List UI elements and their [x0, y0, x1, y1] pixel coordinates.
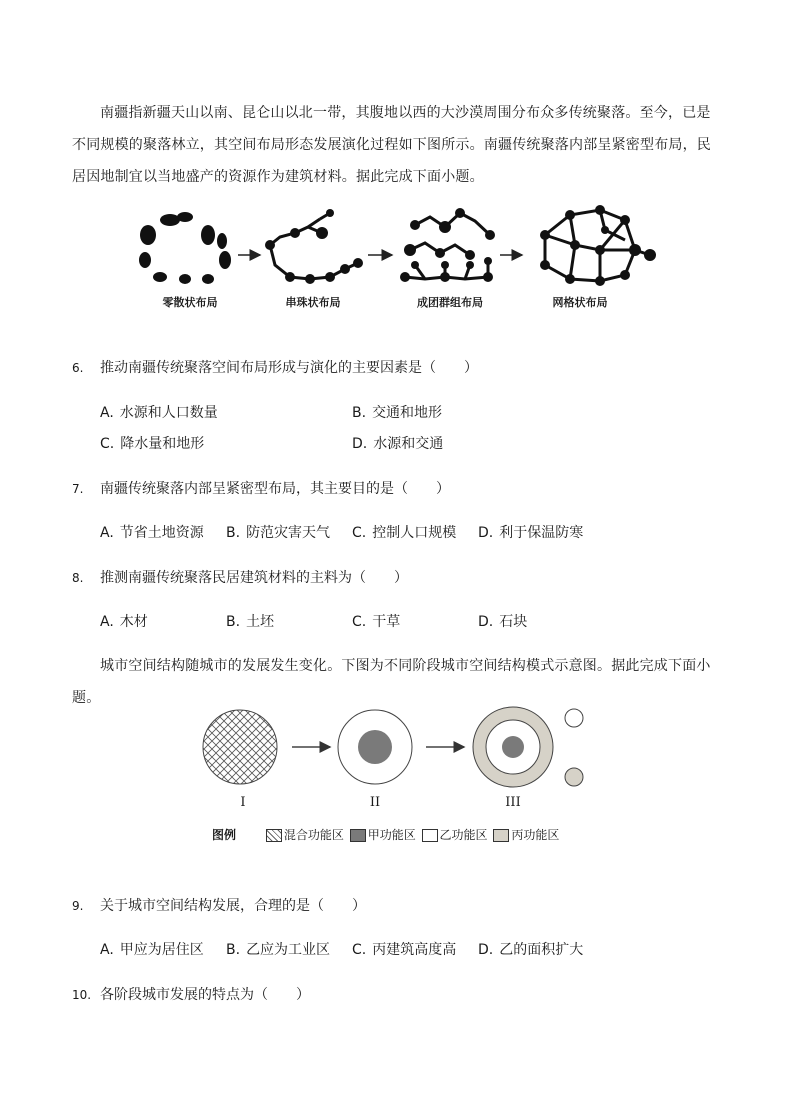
legend [212, 826, 561, 843]
scattered-layout-diagram [139, 212, 231, 284]
q7-option-c[interactable]: C. 控制人口规模 [352, 525, 457, 541]
question-6 [72, 358, 478, 378]
legend-item-a: 甲功能区 [350, 828, 420, 842]
hatch-swatch-icon [266, 829, 282, 842]
legend-item-mixed: 混合功能区 [266, 828, 348, 842]
q9-option-c[interactable]: C. 丙建筑高度高 [352, 942, 457, 958]
question-7 [72, 479, 450, 499]
question-number: 6. [72, 361, 84, 375]
bead-string-layout-diagram [265, 209, 363, 284]
legend-title: 图例 [212, 828, 237, 842]
layout-label-bead-string: 串珠状布局 [285, 296, 341, 309]
gray-swatch-icon [350, 829, 366, 842]
question-stem: 关于城市空间结构发展，合理的是（ ） [100, 898, 366, 914]
stage-label-1: I [240, 795, 246, 810]
question-number: 8. [72, 571, 84, 585]
question-8 [72, 568, 408, 588]
question-stem: 各阶段城市发展的特点为（ ） [100, 987, 310, 1003]
q8-option-a[interactable]: A. 木材 [100, 614, 148, 630]
stage-label-2: II [369, 795, 381, 810]
legend-item-b: 乙功能区 [422, 828, 492, 842]
layout-label-scattered: 零散状布局 [162, 296, 218, 309]
passage-intro-2: 城市空间结构随城市的发展发生变化。下图为不同阶段城市空间结构模式示意图。据此完成下面小题。 [72, 658, 711, 706]
beige-swatch-icon [493, 829, 509, 842]
q7-option-d[interactable]: D. 利于保温防寒 [478, 525, 584, 541]
q6-option-d[interactable]: D. 水源和交通 [352, 436, 444, 452]
stage-2-zone-a [358, 730, 392, 764]
clustered-layout-diagram [400, 208, 495, 282]
q8-option-d[interactable]: D. 石块 [478, 614, 528, 630]
layout-label-grid: 网格状布局 [552, 296, 608, 309]
q9-option-b[interactable]: B. 乙应为工业区 [226, 942, 331, 958]
question-9 [72, 896, 366, 916]
q7-option-a[interactable]: A. 节省土地资源 [100, 525, 204, 541]
city-structure-figure [200, 705, 600, 805]
stage-label-3: III [505, 795, 521, 810]
satellite-zone-c [565, 768, 583, 786]
question-number: 10. [72, 988, 92, 1002]
q6-option-c[interactable]: C. 降水量和地形 [100, 436, 205, 452]
q8-option-b[interactable]: B. 土坯 [226, 614, 275, 630]
question-stem: 南疆传统聚落内部呈紧密型布局，其主要目的是（ ） [100, 481, 450, 497]
q9-option-d[interactable]: D. 乙的面积扩大 [478, 942, 584, 958]
question-number: 9. [72, 899, 84, 913]
layout-label-clustered: 成团群组布局 [417, 296, 483, 309]
satellite-zone-b [565, 709, 583, 727]
q9-option-a[interactable]: A. 甲应为居住区 [100, 942, 204, 958]
q6-option-b[interactable]: B. 交通和地形 [352, 405, 443, 421]
q8-option-c[interactable]: C. 干草 [352, 614, 401, 630]
stage-3-zone-a [502, 736, 524, 758]
q7-option-b[interactable]: B. 防范灾害天气 [226, 525, 331, 541]
question-10 [72, 985, 310, 1005]
q6-option-a[interactable]: A. 水源和人口数量 [100, 405, 218, 421]
question-stem: 推动南疆传统聚落空间布局形成与演化的主要因素是（ ） [100, 360, 478, 376]
white-swatch-icon [422, 829, 438, 842]
passage-intro-1: 南疆指新疆天山以南、昆仑山以北一带，其腹地以西的大沙漠周围分布众多传统聚落。至今，已是不同规模的聚落林立，其空间布局形态发展演化过程如下图所示。南疆传统聚落内部呈紧密型布局，民居因地制宜以当地盛产的资源作为建筑材料。据此完成下面小题。 [72, 105, 711, 185]
legend-item-c: 丙功能区 [493, 828, 559, 842]
grid-layout-diagram [540, 205, 656, 286]
question-number: 7. [72, 482, 84, 496]
question-stem: 推测南疆传统聚落民居建筑材料的主料为（ ） [100, 570, 408, 586]
stage-1-mixed-zone [203, 710, 277, 784]
